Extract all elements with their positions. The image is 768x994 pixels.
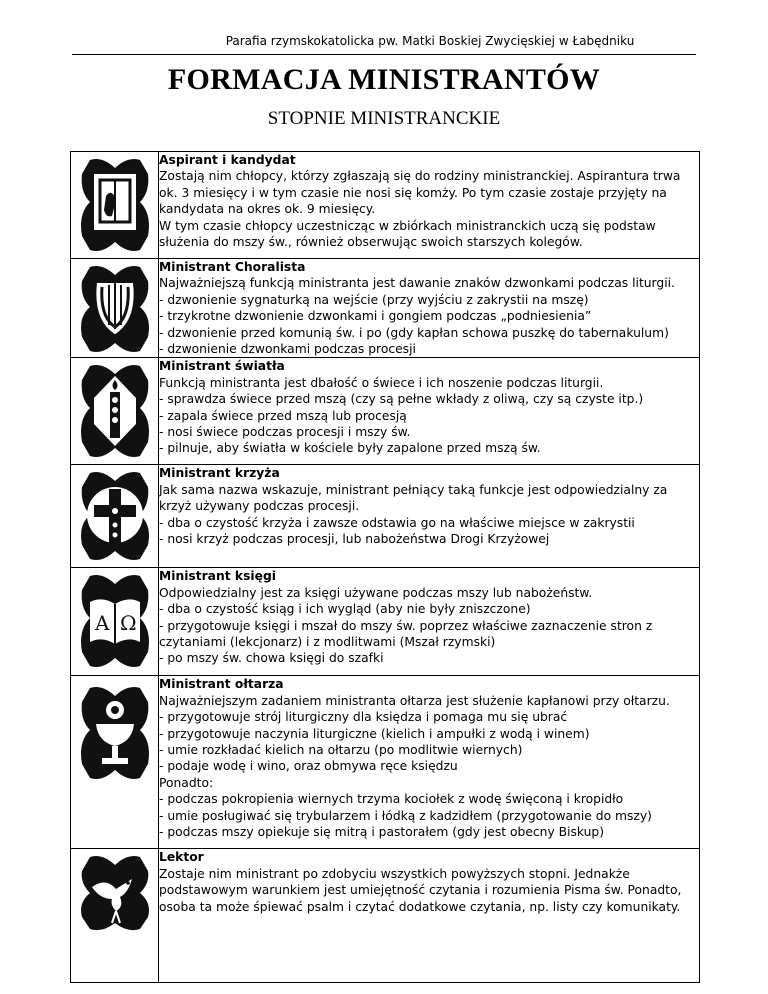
page-title: FORMACJA MINISTRANTÓW [167, 63, 601, 96]
rank-name: Ministrant ołtarza [159, 677, 284, 692]
rank-line: - nosi świece podczas procesji i mszy św. [159, 425, 411, 440]
rank-icon-cell [71, 849, 159, 983]
rank-icon-cell [71, 358, 159, 465]
rank-line: - dzwonienie przed komunią św. i po (gdy kapłan schowa puszkę do tabernakulum) [159, 325, 669, 340]
rank-line: Najważniejszą funkcją ministranta jest dawanie znaków dzwonkami podczas liturgii. [159, 276, 675, 291]
rank-row-oltarza [71, 676, 700, 849]
rank-line: - zapala świece przed mszą lub procesją [159, 408, 407, 423]
cross-icon [76, 469, 154, 563]
rank-text-cell [159, 849, 700, 983]
rank-line: - nosi krzyż podczas procesji, lub nabożeństwa Drogi Krzyżowej [159, 532, 550, 547]
rank-icon-cell [71, 465, 159, 568]
rank-name: Ministrant księgi [159, 569, 276, 584]
rank-line: - trzykrotne dzwonienie dzwonkami i gongiem podczas „podniesienia” [159, 309, 592, 324]
rank-row-ksiegi [71, 568, 700, 676]
svg-text:A: A [94, 611, 109, 636]
rank-text-cell [159, 676, 700, 849]
dove-icon [76, 853, 154, 933]
rank-line: - po mszy św. chowa księgi do szafki [159, 651, 384, 666]
rank-line: - podczas mszy opiekuje się mitrą i pastorałem (gdy jest obecny Biskup) [159, 825, 605, 840]
rank-name: Ministrant krzyża [159, 466, 280, 481]
alpha-omega-book-icon [76, 572, 154, 670]
rank-line: - przygotowuje księgi i mszał do mszy św. poprzez właściwe zaznaczenie stron z czytaniami (lekcjonarz) i z modlitwami (Mszał rzymski) [159, 618, 653, 650]
rank-line: Ponadto: [159, 775, 214, 790]
rank-name: Aspirant i kandydat [159, 153, 296, 167]
rank-name: Ministrant światła [159, 359, 285, 374]
rank-line: - podaje wodę i wino, oraz obmywa ręce księdzu [159, 759, 458, 774]
rank-line: - przygotowuje strój liturgiczny dla księdza i pomaga mu się ubrać [159, 710, 568, 725]
rank-line: Najważniejszym zadaniem ministranta ołtarza jest służenie kapłanowi przy ołtarzu. [159, 693, 670, 708]
rank-text-cell [159, 152, 700, 259]
chalice-icon [76, 684, 154, 782]
rank-row-krzyza [71, 465, 700, 568]
rank-line: - dzwonienie sygnaturką na wejście (przy wyjściu z zakrystii na mszę) [159, 292, 589, 307]
rank-line: - pilnuje, aby światła w kościele były zapalone przed mszą św. [159, 441, 541, 456]
rank-row-lektor [71, 849, 700, 983]
rank-line: - dba o czystość krzyża i zawsze odstawia go na właściwe miejsce w zakrystii [159, 515, 635, 530]
rank-line: Zostają nim chłopcy, którzy zgłaszają się do rodziny ministranckiej. Aspirantura trwa ok. 3 miesięcy i w tym czasie nie nosi się komży. Po tym czasie zostaje przyjęty na kandydata na okres ok. 9 miesięcy. [159, 169, 681, 217]
rank-line: Zostaje nim ministrant po zdobyciu wszystkich powyższych stopni. Jednakże podstawowym warunkiem jest umiejętność czytania i rozumienia Pisma św. Ponadto, osoba ta może śpiewać psalm i czytać dodatkowe czytania, np. listy czy komunikaty. [159, 866, 682, 914]
rank-icon-cell [71, 568, 159, 676]
rank-row-aspirant [71, 152, 700, 259]
rank-line: Jak sama nazwa wskazuje, ministrant pełniący taką funkcje jest odpowiedzialny za krzyż używany podczas procesji. [159, 482, 668, 514]
rank-name: Lektor [159, 850, 204, 865]
parish-header: Parafia rzymskokatolicka pw. Matki Boskiej Zwycięskiej w Łabędniku [225, 34, 635, 48]
rank-line: W tym czasie chłopcy uczestnicząc w zbiórkach ministranckich uczą się podstaw służenia do mszy św., również obserwując swoich starszych kolegów. [159, 218, 656, 250]
rank-line: - przygotowuje naczynia liturgiczne (kielich i ampułki z wodą i winem) [159, 726, 590, 741]
rank-line: - dba o czystość ksiąg i ich wygląd (aby nie były zniszczone) [159, 602, 531, 617]
rank-text-cell [159, 465, 700, 568]
lyre-icon [76, 263, 154, 355]
rank-icon-cell [71, 152, 159, 259]
page-subtitle: STOPNIE MINISTRANCKIE [267, 108, 501, 129]
rank-line: - dzwonienie dzwonkami podczas procesji [159, 342, 416, 357]
rank-row-swiatla [71, 358, 700, 465]
rank-line: - umie rozkładać kielich na ołtarzu (po modlitwie wiernych) [159, 743, 523, 758]
candle-icon [76, 362, 154, 460]
ranks-table [70, 151, 700, 983]
rank-line: - umie posługiwać się trybularzem i łódką z kadzidłem (przygotowanie do mszy) [159, 808, 652, 823]
rank-line: - sprawdza świece przed mszą (czy są pełne wkłady z oliwą, czy są czyste itp.) [159, 392, 644, 407]
rank-text-cell [159, 259, 700, 358]
praying-hands-book-icon [76, 156, 154, 254]
rank-text-cell [159, 358, 700, 465]
rank-text-cell [159, 568, 700, 676]
header-divider [72, 54, 696, 55]
rank-icon-cell [71, 676, 159, 849]
rank-row-choralista [71, 259, 700, 358]
svg-text:Ω: Ω [119, 611, 137, 636]
rank-name: Ministrant Choralista [159, 260, 306, 274]
rank-line: - podczas pokropienia wiernych trzyma kociołek z wodę święconą i kropidło [159, 792, 624, 807]
rank-line: Funkcją ministranta jest dbałość o świece i ich noszenie podczas liturgii. [159, 375, 604, 390]
rank-icon-cell [71, 259, 159, 358]
rank-line: Odpowiedzialny jest za księgi używane podczas mszy lub nabożeństw. [159, 585, 593, 600]
